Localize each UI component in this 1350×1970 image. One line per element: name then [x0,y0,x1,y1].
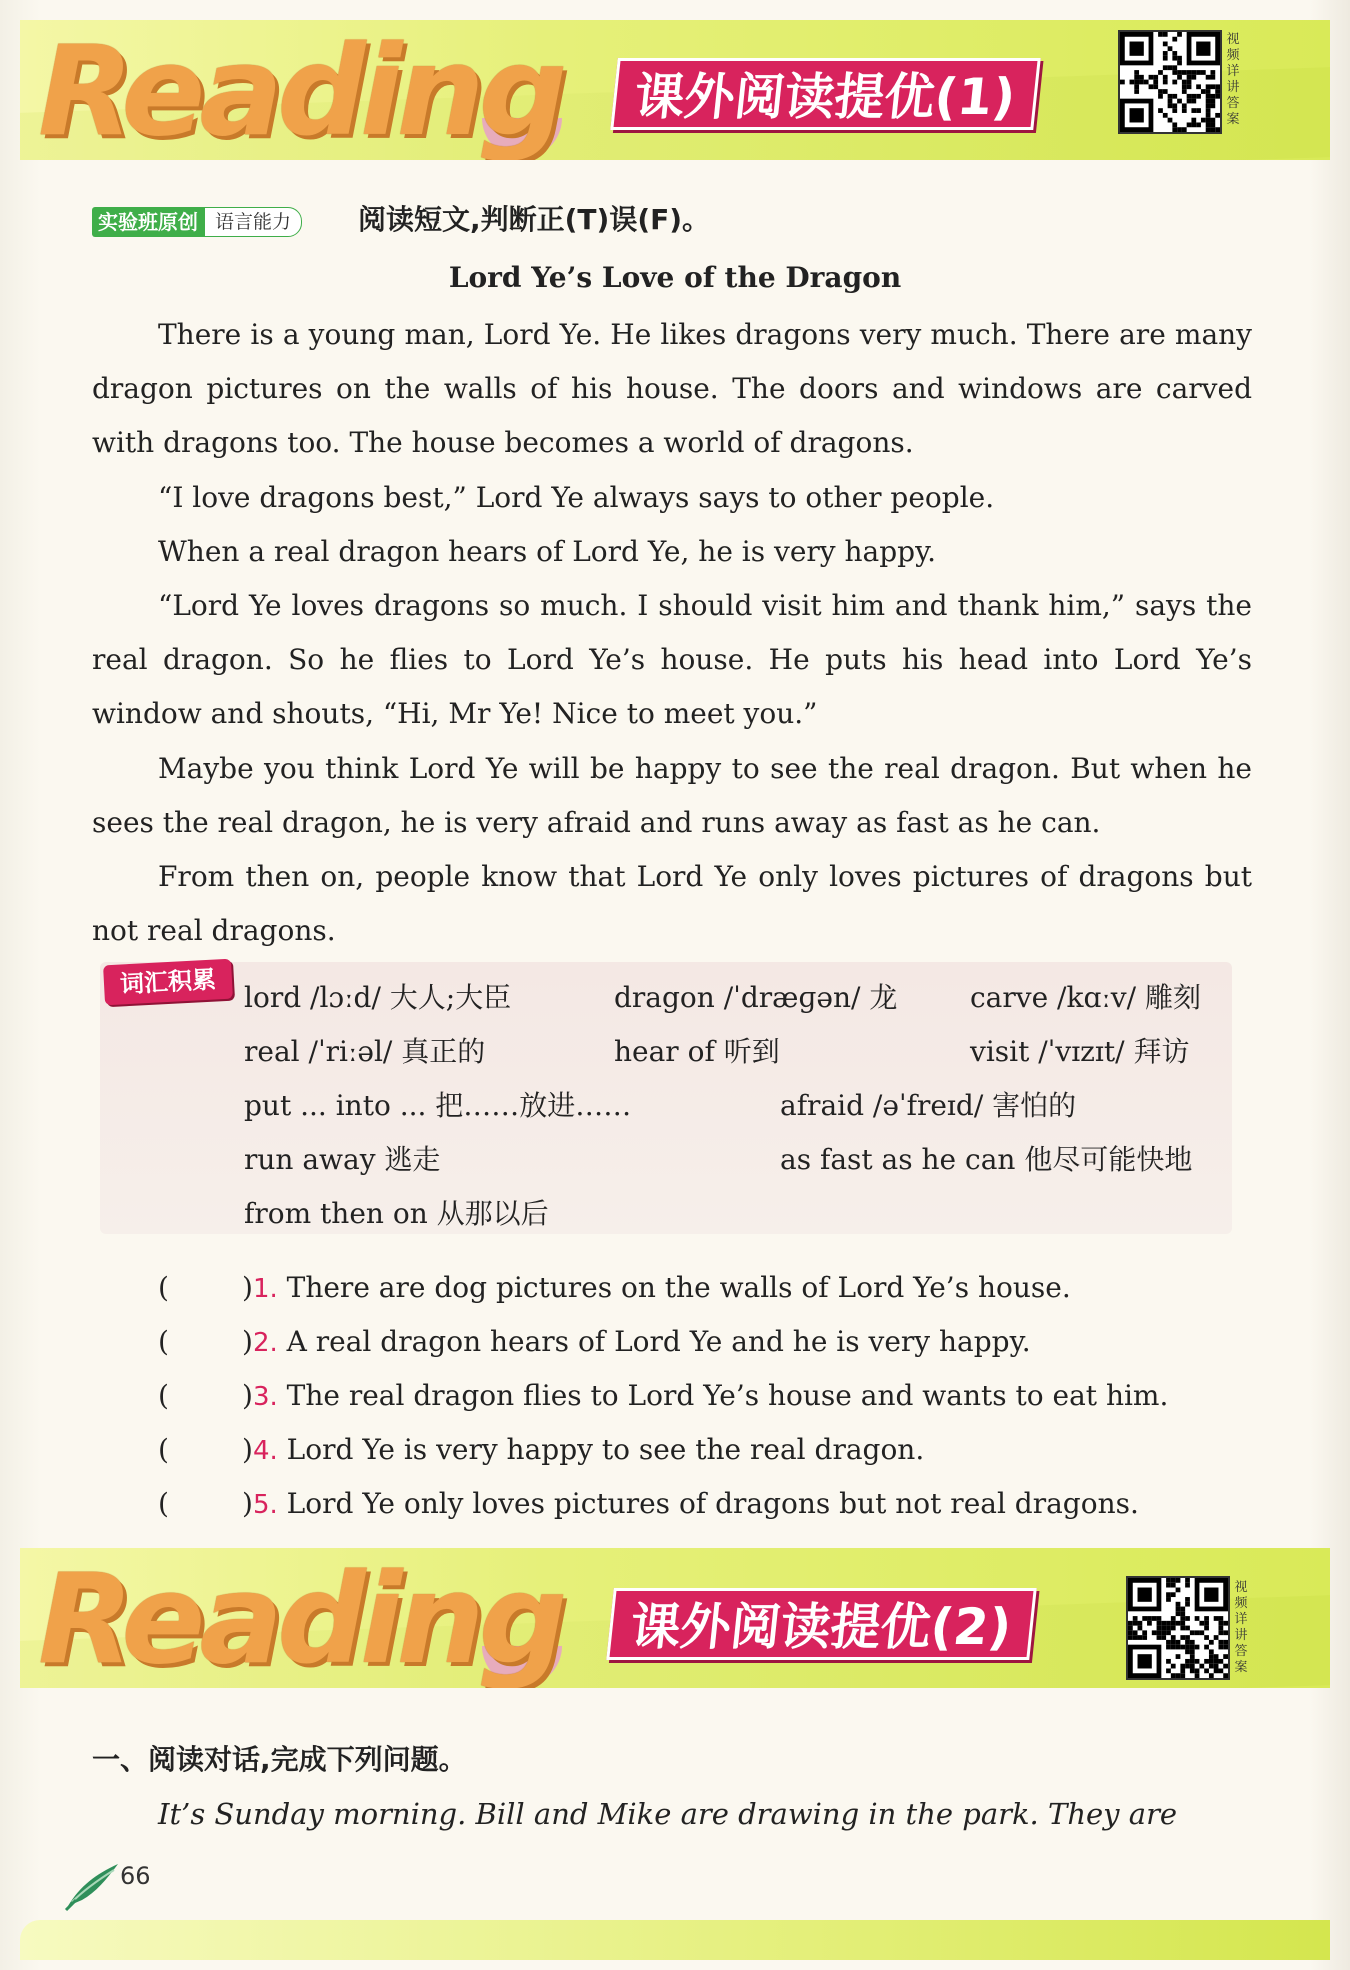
instruction: 阅读短文,判断正(T)误(F)。 [358,203,711,236]
passage-paragraph: There is a young man, Lord Ye. He likes dragons very much. There are many dragon pictures on the walls of his house. The doors and windows are carved with dragons too. The house becomes a world of dragons. [92,318,1252,460]
qr-caption-char: 答 [1234,1644,1248,1659]
vocab-item: as fast as he can 他尽可能快地 [780,1143,1193,1176]
banner-title: 课外阅读提优(1) [610,58,1040,130]
vocab-item: real /ˈriːəl/ 真正的 [244,1035,486,1068]
vocab-item: put ... into ... 把……放进…… [244,1089,632,1122]
qr-caption-char: 案 [1234,1660,1248,1675]
tag-sub: 语言能力 [204,207,302,237]
answer-blank-close: ) [242,1271,253,1304]
question-number: 3. [252,1382,278,1412]
qr-caption-char: 案 [1226,112,1240,127]
question-row [158,1320,1258,1365]
banner-word: Reading [38,20,562,160]
question-text: The real dragon flies to Lord Ye’s house and wants to eat him. [286,1379,1169,1412]
qr-caption-char: 视 [1234,1580,1248,1595]
qr-code-icon[interactable] [1126,1576,1230,1680]
answer-blank[interactable]: ( [158,1325,169,1358]
tag-main: 实验班原创 [92,207,204,237]
qr-caption-char: 频 [1226,48,1240,63]
passage-paragraph: When a real dragon hears of Lord Ye, he is very happy. [158,534,937,568]
question-row [158,1482,1258,1527]
banner-word: Reading [38,1548,562,1688]
page-number: 66 [120,1862,151,1890]
passage-paragraph: From then on, people know that Lord Ye only loves pictures of dragons but not real dragons. [92,860,1252,948]
qr-caption-char: 详 [1234,1612,1248,1627]
vocabulary-badge: 词汇积累 [103,959,233,1006]
qr-code-pattern [1120,32,1220,132]
vocab-item: afraid /əˈfreɪd/ 害怕的 [780,1089,1077,1122]
question-number: 4. [252,1436,278,1466]
question-text: A real dragon hears of Lord Ye and he is very happy. [286,1325,1031,1358]
answer-blank-close: ) [242,1433,253,1466]
exercise-tag [92,204,302,240]
passage-paragraph: “I love dragons best,” Lord Ye always says to other people. [158,480,995,514]
qr-code-icon[interactable] [1118,30,1222,134]
qr-caption-char: 详 [1226,64,1240,79]
qr-caption [1224,32,1242,128]
answer-blank[interactable]: ( [158,1433,169,1466]
story-title: Lord Ye’s Love of the Dragon [448,261,902,294]
leaf-decoration-icon [62,1856,122,1912]
answer-blank[interactable]: ( [158,1379,169,1412]
question-row [158,1374,1258,1419]
vocab-item: run away 逃走 [244,1143,441,1176]
question-text: There are dog pictures on the walls of Lord Ye’s house. [286,1271,1071,1304]
answer-blank[interactable]: ( [158,1487,169,1520]
vocab-item: lord /lɔːd/ 大人;大臣 [244,981,512,1014]
vocab-item: visit /ˈvɪzɪt/ 拜访 [970,1035,1190,1068]
answer-blank[interactable]: ( [158,1271,169,1304]
footer-band [20,1920,1330,1960]
dialog-intro: It’s Sunday morning. Bill and Mike are drawing in the park. They are [158,1797,1178,1831]
qr-caption-char: 视 [1226,32,1240,47]
vocab-item: carve /kɑːv/ 雕刻 [970,981,1201,1014]
passage-paragraph: Maybe you think Lord Ye will be happy to see the real dragon. But when he sees the real dragon, he is very afraid and runs away as fast as he can. [92,751,1252,839]
question-row [158,1266,1258,1311]
qr-caption [1232,1580,1250,1676]
vocab-item: hear of 听到 [614,1035,780,1068]
banner-title: 课外阅读提优(2) [606,1588,1036,1660]
vocab-item: dragon /ˈdræɡən/ 龙 [614,981,898,1014]
reading-passage [92,308,1252,958]
qr-caption-char: 讲 [1226,80,1240,95]
question-row [158,1428,1258,1473]
vocab-item: from then on 从那以后 [244,1197,549,1230]
question-number: 5. [252,1490,278,1520]
qr-code-pattern [1128,1578,1228,1678]
question-number: 1. [252,1274,278,1304]
question-text: Lord Ye only loves pictures of dragons but not real dragons. [286,1487,1139,1520]
answer-blank-close: ) [242,1487,253,1520]
qr-caption-char: 答 [1226,96,1240,111]
qr-caption-char: 频 [1234,1596,1248,1611]
section-heading: 一、阅读对话,完成下列问题。 [92,1743,467,1776]
passage-paragraph: “Lord Ye loves dragons so much. I should visit him and thank him,” says the real dragon. So he flies to Lord Ye’s house. He puts his head into Lord Ye’s window and shouts, “Hi, Mr Ye! Nice to meet you.” [92,589,1252,731]
answer-blank-close: ) [242,1379,253,1412]
question-number: 2. [252,1328,278,1358]
answer-blank-close: ) [242,1325,253,1358]
qr-caption-char: 讲 [1234,1628,1248,1643]
question-text: Lord Ye is very happy to see the real dragon. [286,1433,925,1466]
